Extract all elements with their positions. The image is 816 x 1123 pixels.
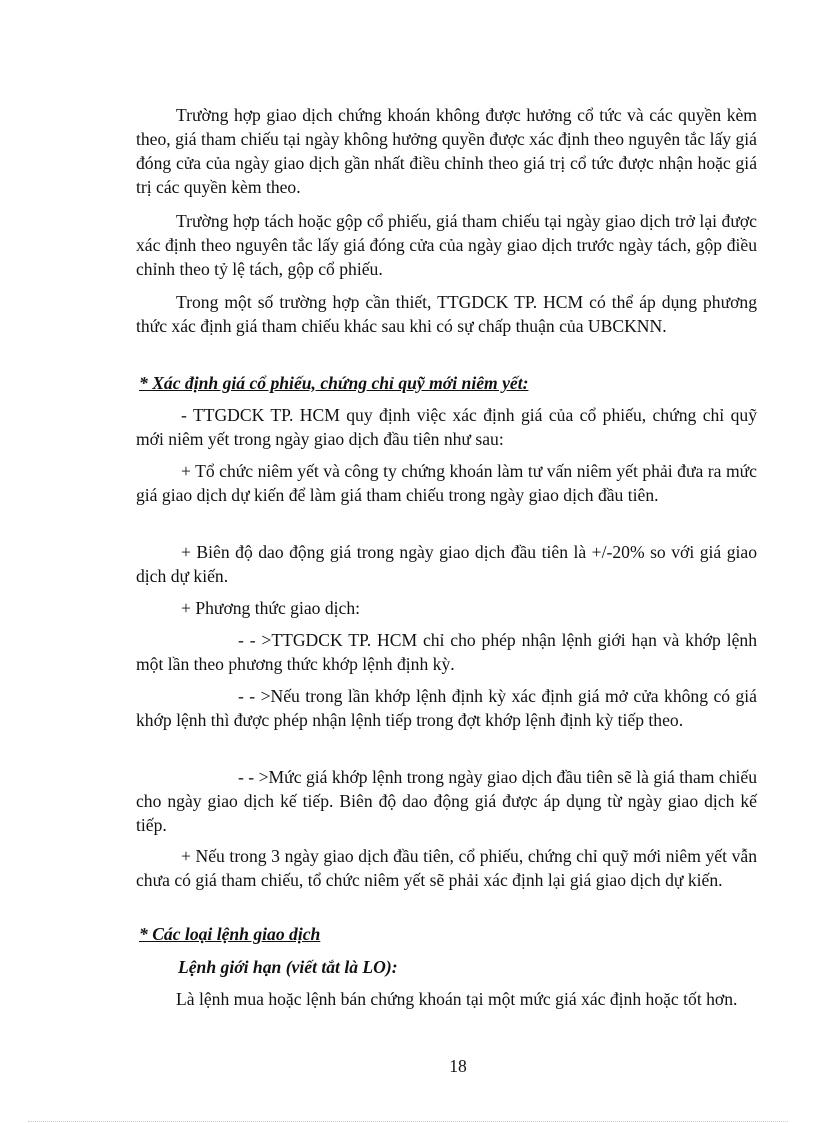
paragraph-periodic-matching: - - >TTGDCK TP. HCM chỉ cho phép nhận lệnh giới hạn và khớp lệnh một lần theo phương thức khớp lệnh định kỳ.	[136, 630, 757, 674]
section-heading-new-listing-price: * Xác định giá cổ phiếu, chứng chỉ quỹ mới niêm yết:	[139, 373, 529, 393]
paragraph-reference-price-other: Trong một số trường hợp cần thiết, TTGDCK TP. HCM có thể áp dụng phương thức xác định giá tham chiếu khác sau khi có sự chấp thuận của UBCKNN.	[136, 292, 757, 336]
subheading-limit-order: Lệnh giới hạn (viết tắt là LO):	[178, 957, 398, 977]
paragraph-trading-method: + Phương thức giao dịch:	[181, 598, 361, 618]
paragraph-reference-price-dividend: Trường hợp giao dịch chứng khoán không được hưởng cổ tức và các quyền kèm theo, giá tham chiếu tại ngày không hưởng quyền được xác định theo nguyên tắc lấy giá đóng cửa của ngày giao dịch gần nhất điều chỉnh theo giá trị cổ tức được nhận hoặc giá trị các quyền kèm theo.	[136, 105, 757, 197]
paragraph-new-listing-rule: - TTGDCK TP. HCM quy định việc xác định giá của cổ phiếu, chứng chỉ quỹ mới niêm yết trong ngày giao dịch đầu tiên như sau:	[136, 405, 757, 449]
section-heading-order-types: * Các loại lệnh giao dịch	[139, 924, 321, 944]
paragraph-limit-order-definition: Là lệnh mua hoặc lệnh bán chứng khoán tại một mức giá xác định hoặc tốt hơn.	[176, 989, 738, 1009]
paragraph-three-days-rule: + Nếu trong 3 ngày giao dịch đầu tiên, cổ phiếu, chứng chỉ quỹ mới niêm yết vẫn chưa có giá tham chiếu, tổ chức niêm yết sẽ phải xác định lại giá giao dịch dự kiến.	[136, 846, 757, 890]
paragraph-expected-price: + Tổ chức niêm yết và công ty chứng khoán làm tư vấn niêm yết phải đưa ra mức giá giao dịch dự kiến để làm giá tham chiếu trong ngày giao dịch đầu tiên.	[136, 461, 757, 505]
footer-divider	[28, 1121, 788, 1122]
paragraph-match-price-reference: - - >Mức giá khớp lệnh trong ngày giao dịch đầu tiên sẽ là giá tham chiếu cho ngày giao dịch kế tiếp. Biên độ dao động giá được áp dụng từ ngày giao dịch kế tiếp.	[136, 767, 757, 835]
paragraph-reference-price-split: Trường hợp tách hoặc gộp cổ phiếu, giá tham chiếu tại ngày giao dịch trở lại được xác định theo nguyên tắc lấy giá đóng cửa của ngày giao dịch trước ngày tách, gộp điều chỉnh theo tỷ lệ tách, gộp cổ phiếu.	[136, 211, 757, 279]
paragraph-no-match-price: - - >Nếu trong lần khớp lệnh định kỳ xác định giá mở cửa không có giá khớp lệnh thì được phép nhận lệnh tiếp trong đợt khớp lệnh định kỳ tiếp theo.	[136, 686, 757, 730]
page-number: 18	[449, 1056, 467, 1076]
paragraph-price-band: + Biên độ dao động giá trong ngày giao dịch đầu tiên là +/-20% so với giá giao dịch dự kiến.	[136, 542, 757, 586]
